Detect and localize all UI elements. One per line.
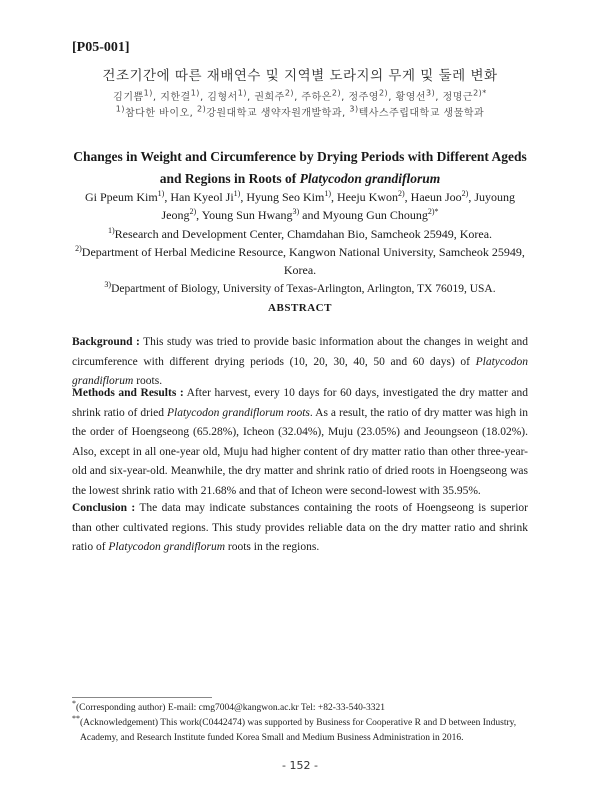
korean-author: 김형서 <box>207 92 238 103</box>
species-name: Platycodon grandiflorum roots <box>167 406 310 419</box>
english-authors-line2: Jeong$^{2)}$, Young Sun Hwang$^{3)}$ and Myoung Gun Choung$^{2)*}$ <box>161 207 439 222</box>
background-label: Background : <box>72 336 140 348</box>
affiliation-2-cont: Korea. <box>283 263 317 277</box>
affiliation-1: $^{1)}$Research and Development Center, Chamdahan Bio, Samcheok 25949, Korea. <box>107 226 493 241</box>
korean-author: 주하은 <box>301 92 332 103</box>
korean-author: 정주영 <box>348 92 379 103</box>
abstract-code: [P05-001] <box>72 40 130 55</box>
korean-affiliation: 참다한 바이오 <box>125 108 190 119</box>
background-paragraph: Background : This study was tried to provide basic information about the changes in weight and circumference with different drying periods (10, 20, 30, 40, 50 and 60 days) of Platycodon grandiflorum roots. <box>72 336 528 387</box>
abstract-heading: ABSTRACT <box>268 302 332 314</box>
methods-paragraph: Methods and Results : After harvest, every 10 days for 60 days, investigated the dry matter and shrink ratio of dried Platycodon grandiflorum roots. As a result, the ratio of dry matter was high in the order of Hoengseong (65.28%), Icheon (32.04%), Muju (23.05%) and Jeoungseon (18.02%). Also, except in all one-year old, Muju had higher content of dry matter ratio than other three-year-old and six-year-old. Meanwhile, the dry matter and shrink ratio of dried roots in Hoengseong was the lowest shrink ratio with 21.68% and that of Icheon were second-lowest with 35.95%. <box>72 387 529 497</box>
korean-author: 권희주 <box>254 92 285 103</box>
korean-author: 지한결 <box>160 92 191 103</box>
korean-author: 정명근 <box>442 92 474 103</box>
footnote-acknowledgement: **(Acknowledgement) This work(C0442474) was supported by Business for Cooperative R and D between Industry, Academy, and Research Institute funded Korea Small and Medium Business Administration in 2016. <box>72 713 517 743</box>
species-name: Platycodon grandiflorum <box>72 355 528 387</box>
english-title-line1: Changes in Weight and Circumference by Drying Periods with Different Ageds <box>73 149 527 164</box>
english-title <box>70 146 530 190</box>
korean-affiliation: 텍사스주립대학교 생물학과 <box>358 108 485 119</box>
footnote-corresponding: *(Corresponding author) E-mail: cmg7004@kangwon.ac.kr Tel: +82-33-540-3321 <box>72 698 386 713</box>
korean-author: 황영선 <box>395 92 427 103</box>
conclusion-paragraph: Conclusion : The data may indicate substances containing the roots of Hoengseong is superior than other cultivated regions. This study provides reliable data on the dry matter ratio and shrink ratio of Platycodon grandiflorum roots in the regions. <box>72 502 529 553</box>
page-number: - 152 - <box>282 759 318 772</box>
conclusion-label: Conclusion : <box>72 502 136 514</box>
korean-affiliations: $^{1)}$참다한 바이오, $^{2)}$강원대학교 생약자원개발학과, $^{3)}$텍사스주립대학교 생물학과 <box>115 104 485 119</box>
korean-title: 건조기간에 따른 재배연수 및 지역별 도라지의 무게 및 둘레 변화 <box>102 68 498 84</box>
footnote-divider <box>72 697 212 698</box>
english-title-line2: and Regions in Roots of Platycodon grandiflorum <box>159 171 441 186</box>
species-name: Platycodon grandiflorum <box>108 541 225 553</box>
korean-authors: 김기쁨$^{1)}$, 지한결$^{1)}$, 김형서$^{1)}$, 권희주$^{2)}$, 주하은$^{2)}$, 정주영$^{2)}$, 황영선$^{3)}$, 정명근$^{2)*}$ <box>113 88 487 103</box>
korean-affiliation: 강원대학교 생약자원개발학과 <box>206 108 342 119</box>
species-name: Platycodon grandiflorum <box>299 171 441 186</box>
affiliation-3: $^{3)}$Department of Biology, University of Texas-Arlington, Arlington, TX 76019, USA. <box>104 280 496 295</box>
methods-label: Methods and Results : <box>72 387 184 399</box>
english-authors-line1: Gi Ppeum Kim$^{1)}$, Han Kyeol Ji$^{1)}$, Hyung Seo Kim$^{1)}$, Heeju Kwon$^{2)}$, Haeun Joo$^{2)}$, Juyoung <box>84 189 515 204</box>
korean-author: 김기쁨 <box>113 92 144 103</box>
affiliation-2: $^{2)}$Department of Herbal Medicine Resource, Kangwon National University, Samcheok 25949, <box>75 244 525 259</box>
